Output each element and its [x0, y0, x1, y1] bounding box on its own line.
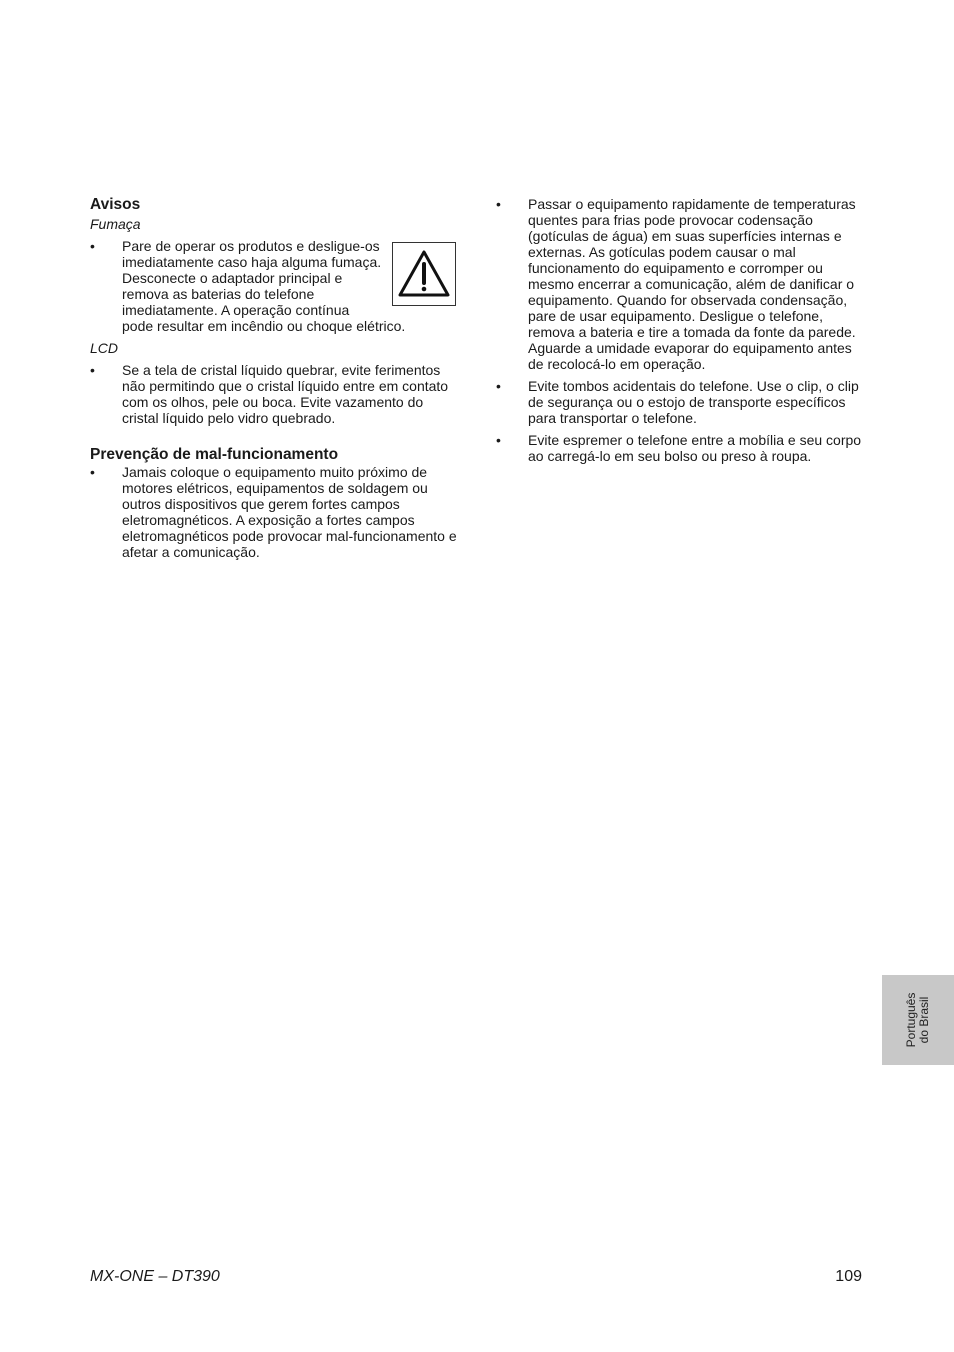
language-tab-line2: do Brasil — [917, 996, 931, 1044]
right-column — [496, 196, 868, 470]
list-item-text: Evite tombos acidentais do telefone. Use o clip, o clip de segurança ou o estojo de transporte específicos para transportar o telefone. — [528, 378, 859, 426]
list-prevencao — [90, 464, 458, 560]
list-fumaca — [90, 238, 458, 334]
heading-avisos: Avisos — [90, 196, 141, 213]
page-number: 109 — [835, 1268, 862, 1285]
list-lcd — [90, 362, 458, 426]
list-right — [496, 196, 868, 464]
subheading-fumaca: Fumaça — [90, 216, 141, 232]
bullet: • — [90, 238, 95, 254]
list-item-text: Jamais coloque o equipamento muito próximo de motores elétricos, equipamentos de soldagem ou outros dispositivos que gerem fortes campos eletromagnéticos. A exposição a fortes campos eletromagnéticos pode provocar mal-funcionamento e afetar a comunicação. — [122, 464, 457, 560]
left-column — [90, 196, 458, 566]
subheading-lcd: LCD — [90, 340, 119, 356]
list-item — [496, 196, 868, 372]
list-item — [496, 378, 868, 426]
footer-product: MX-ONE – DT390 — [90, 1268, 220, 1285]
list-item — [496, 432, 868, 464]
list-item-text: Pare de operar os produtos e desligue-os imediatamente caso haja alguma fumaça. Desconecte o adaptador principal e remova as baterias do telefone imediatamente. A operação contínua pode resultar em incêndio ou choque elétrico. — [122, 238, 406, 334]
bullet: • — [90, 362, 95, 378]
bullet: • — [496, 432, 501, 448]
heading-prevencao: Prevenção de mal-funcionamento — [90, 446, 339, 463]
list-item — [90, 238, 458, 334]
list-item — [90, 362, 458, 426]
bullet: • — [496, 196, 501, 212]
list-item-text: Se a tela de cristal líquido quebrar, evite ferimentos não permitindo que o cristal líquido entre em contato com os olhos, pele ou boca. Evite vazamento do cristal líquido pelo vidro quebrado. — [122, 362, 449, 426]
language-tab-line1: Português — [904, 992, 918, 1048]
list-item-text: Passar o equipamento rapidamente de temperaturas quentes para frias pode provocar codensação (gotículas de água) em suas superfícies internas e externas. As gotículas podem causar o mal funcionamento do equipamento e corromper ou mesmo encerrar a comunicação, além de danificar o equipamento. Quando for observada condensação, pare de usar equipamento. Desligue o telefone, remova a bateria e tire a tomada da fonte da parede. Aguarde a umidade evaporar do equipamento antes de recolocá-lo em operação. — [528, 196, 856, 372]
bullet: • — [496, 378, 501, 394]
language-tab-label — [905, 993, 931, 1048]
list-item-text: Evite espremer o telefone entre a mobília e seu corpo ao carregá-lo em seu bolso ou preso à roupa. — [528, 432, 862, 464]
list-item — [90, 464, 458, 560]
bullet: • — [90, 464, 95, 480]
language-tab — [882, 975, 954, 1065]
